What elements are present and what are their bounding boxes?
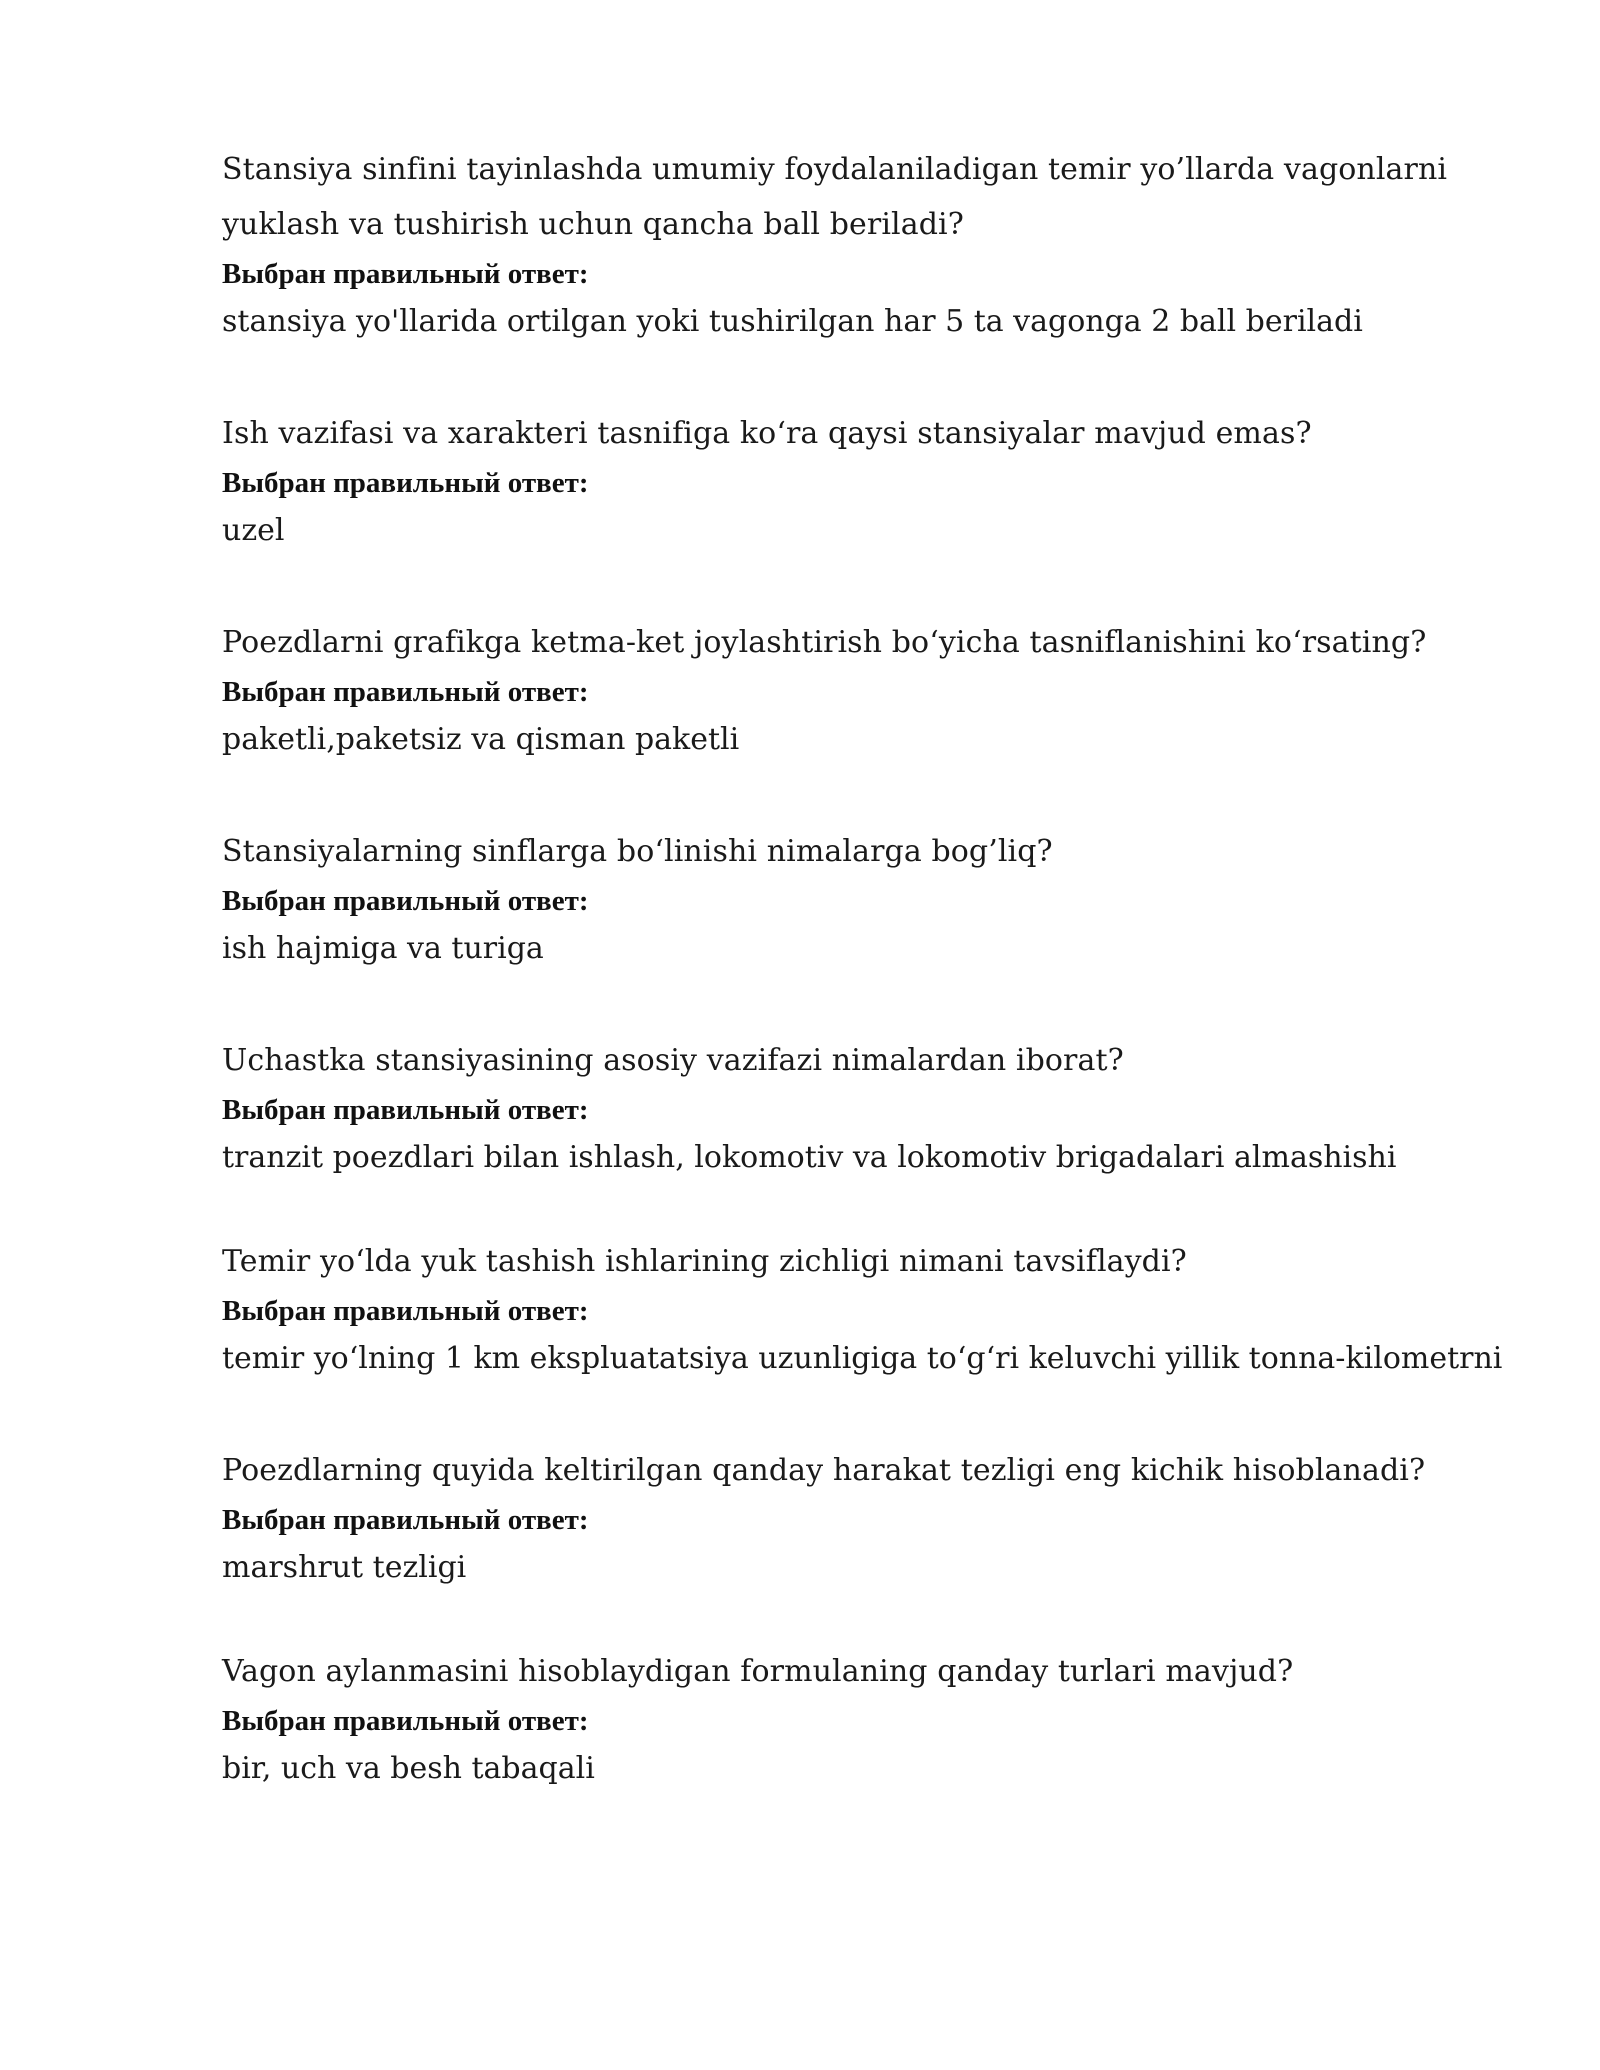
qa-item-6 [222, 1234, 1522, 1385]
question-text: Stansiyalarning sinflarga boʻlinishi nimalarga bog’liq? [222, 834, 1053, 869]
answer-text: stansiya yo'llarida ortilgan yoki tushirilgan har 5 ta vagonga 2 ball beriladi [222, 304, 1363, 339]
correct-answer-label: Выбран правильный ответ: [222, 258, 589, 290]
qa-item-3 [222, 615, 1522, 766]
document-page [222, 142, 1522, 1795]
answer-text: ish hajmiga va turiga [222, 931, 544, 966]
qa-item-2 [222, 406, 1522, 557]
qa-item-8 [222, 1644, 1522, 1795]
correct-answer-label: Выбран правильный ответ: [222, 467, 589, 499]
question-text-continued: yuklash va tushirish uchun qancha ball beriladi? [222, 207, 964, 242]
question-text: Uchastka stansiyasining asosiy vazifazi nimalardan iborat? [222, 1043, 1124, 1078]
correct-answer-label: Выбран правильный ответ: [222, 1094, 589, 1126]
answer-text: temir yoʻlning 1 km ekspluatatsiya uzunligiga toʻgʻri keluvchi yillik tonna-kilometrni [222, 1341, 1503, 1376]
question-text: Poezdlarning quyida keltirilgan qanday harakat tezligi eng kichik hisoblanadi? [222, 1453, 1426, 1488]
answer-text: uzel [222, 513, 285, 548]
answer-text: paketli,paketsiz va qisman paketli [222, 722, 740, 757]
qa-item-4 [222, 824, 1522, 975]
answer-text: marshrut tezligi [222, 1550, 467, 1585]
correct-answer-label: Выбран правильный ответ: [222, 1295, 589, 1327]
correct-answer-label: Выбран правильный ответ: [222, 885, 589, 917]
question-text: Ish vazifasi va xarakteri tasnifiga koʻra qaysi stansiyalar mavjud emas? [222, 416, 1312, 451]
correct-answer-label: Выбран правильный ответ: [222, 676, 589, 708]
question-text: Vagon aylanmasini hisoblaydigan formulaning qanday turlari mavjud? [222, 1654, 1294, 1689]
qa-item-5 [222, 1033, 1522, 1184]
answer-text: bir, uch va besh tabaqali [222, 1751, 595, 1786]
question-text: Temir yoʻlda yuk tashish ishlarining zichligi nimani tavsiflaydi? [222, 1244, 1187, 1279]
question-text: Poezdlarni grafikga ketma-ket joylashtirish boʻyicha tasniflanishini koʻrsating? [222, 625, 1427, 660]
question-text: Stansiya sinfini tayinlashda umumiy foydalaniladigan temir yo’llarda vagonlarni [222, 152, 1448, 187]
correct-answer-label: Выбран правильный ответ: [222, 1504, 589, 1536]
qa-item-1 [222, 142, 1522, 348]
answer-text: tranzit poezdlari bilan ishlash, lokomotiv va lokomotiv brigadalari almashishi [222, 1140, 1397, 1175]
correct-answer-label: Выбран правильный ответ: [222, 1705, 589, 1737]
qa-item-7 [222, 1443, 1522, 1594]
